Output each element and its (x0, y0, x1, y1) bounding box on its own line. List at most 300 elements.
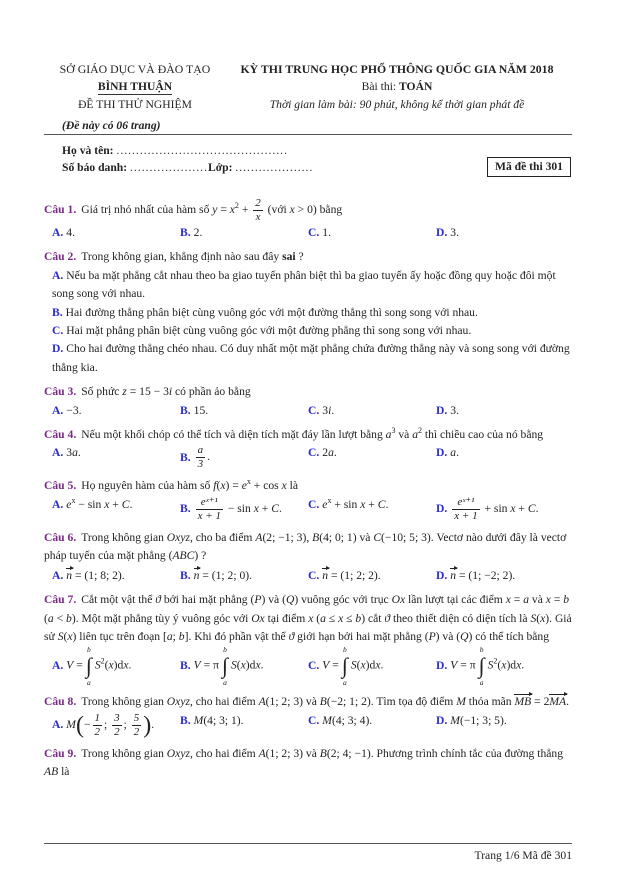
option-label: A. (52, 446, 64, 460)
question-list (44, 197, 572, 788)
math-symbol: x (67, 629, 73, 643)
option-label: A. (52, 403, 64, 417)
text-run: > 0) bằng (294, 203, 343, 217)
lower-limit: a (86, 678, 91, 688)
question-stem (44, 426, 572, 444)
text-run: (2; 4; −1). Phương trình chính tắc của đường thẳng (326, 746, 563, 760)
answer-options (44, 224, 572, 242)
answer-option (52, 496, 180, 523)
text-run: = (1; 2; 0). (199, 568, 253, 582)
answer-option (44, 340, 572, 377)
answer-option (52, 444, 180, 471)
math-symbol: x (338, 611, 344, 625)
upper-limit: b (223, 645, 227, 655)
text-run: = 15 − 3 (126, 385, 169, 399)
math-symbol: f (213, 479, 217, 493)
math-symbol: x (289, 203, 295, 217)
math-symbol: S (350, 658, 357, 672)
text-run: . (128, 658, 132, 672)
math-symbol: b (355, 611, 362, 625)
math-symbol: a (166, 629, 173, 643)
numerator: 3 (114, 711, 120, 724)
math-symbol: P (428, 629, 436, 643)
exam-title: KỲ THI TRUNG HỌC PHỔ THÔNG QUỐC GIA NĂM 2018 (240, 62, 554, 76)
option-label: D. (436, 502, 448, 516)
student-info (62, 142, 313, 176)
answer-option (436, 566, 564, 585)
fraction (196, 444, 206, 471)
text-run: ≤ (325, 611, 339, 625)
denominator: 3 (197, 458, 204, 471)
math-symbol: x (360, 497, 366, 511)
exam-code-box: Mã đề thi 301 (487, 157, 571, 177)
math-symbol: x (253, 502, 259, 516)
text-run: − (83, 717, 91, 731)
department: SỞ GIÁO DỤC VÀ ĐÀO TẠO (59, 62, 211, 76)
denominator: x + 1 (197, 509, 221, 522)
answer-option (52, 566, 180, 585)
text-run: + sin (331, 497, 361, 511)
text-run: ( (356, 658, 361, 672)
vector: n (66, 566, 72, 583)
option-label: C. (308, 568, 320, 582)
question-stem (44, 745, 572, 782)
question-stem (44, 591, 572, 646)
question (44, 426, 572, 471)
math-symbol: S (230, 658, 237, 672)
math-symbol: Ox (391, 593, 406, 607)
math-symbol: x (240, 658, 246, 672)
exam-title-block (222, 60, 572, 114)
text-run: . (278, 502, 282, 516)
answer-option (52, 402, 180, 420)
math-symbol: A (258, 695, 266, 709)
math-symbol: Ox (251, 611, 265, 625)
text-run: ) có thể tích bằng (468, 629, 549, 643)
option-label: B. (180, 568, 191, 582)
math-symbol: Q (460, 629, 469, 643)
lower-limit: a (342, 678, 347, 688)
text-run: = (73, 658, 83, 672)
text-run: Trong không gian (81, 746, 167, 760)
text-run: (1; 2; 3) và (265, 695, 320, 709)
upper-limit: b (86, 645, 91, 655)
math-symbol: x (123, 658, 129, 672)
text-run: 3 (322, 403, 329, 417)
text-run: (1; 2; 3) và (265, 746, 320, 760)
text-run: ( (313, 611, 321, 625)
denominator: 2 (114, 725, 120, 738)
header-divider (44, 134, 572, 135)
answer-option (436, 444, 564, 471)
question-number: Câu 5. (44, 479, 77, 493)
math-symbol: V (450, 658, 458, 672)
superscript: 3 (391, 426, 396, 436)
superscript: x (246, 477, 251, 487)
text-run: + (365, 497, 378, 511)
fraction (452, 496, 479, 523)
name-label: Họ và tên: (62, 144, 114, 157)
text-run: = π (457, 658, 476, 672)
fraction (132, 712, 142, 739)
text-run: ≤ (343, 611, 356, 625)
option-label: D. (52, 342, 64, 356)
text-run: Hai đường thẳng phân biệt cùng vuông góc với một đường thẳng thì song song với nhau. (65, 305, 478, 319)
superscript: 2 (234, 201, 239, 211)
math-symbol: C (373, 530, 382, 544)
vector: MA (549, 692, 566, 709)
math-symbol: M (456, 695, 466, 709)
fraction (196, 496, 223, 523)
math-symbol: S (530, 611, 537, 625)
option-label: D. (436, 226, 448, 239)
text-run: . (77, 446, 81, 460)
answer-option (180, 224, 308, 242)
text-run: và (529, 593, 546, 607)
text-run: ) vuông góc với trục (294, 593, 392, 607)
numerator: 2 (255, 197, 261, 209)
text-run: giới hạn bởi hai mặt phẳng ( (294, 629, 429, 643)
math-symbol: ϑ (288, 629, 295, 643)
answer-option (308, 444, 436, 471)
math-symbol: x (108, 658, 114, 672)
option-label: D. (436, 403, 448, 417)
option-label: D. (436, 713, 448, 727)
text-run: , cho ba điểm (189, 530, 256, 544)
text-run: = (1; −2; 2). (456, 568, 516, 582)
text-run: )d (245, 658, 256, 672)
text-run: . (566, 695, 570, 709)
integral (222, 645, 228, 687)
answer-option (180, 496, 308, 523)
text-run: Hai mặt phẳng phân biệt cùng vuông góc với một đường phẳng thì song song với nhau. (66, 324, 472, 338)
math-symbol: x (505, 593, 511, 607)
text-run: ( (497, 658, 502, 672)
province: BÌNH THUẬN (97, 80, 173, 93)
text-run: )d (365, 658, 376, 672)
answer-option (308, 712, 436, 739)
lower-limit: a (479, 678, 484, 688)
math-symbol: b (66, 611, 72, 625)
text-run: . (331, 403, 335, 417)
math-symbol: C (121, 497, 130, 511)
text-run: là (286, 479, 298, 493)
upper-limit: b (342, 645, 347, 655)
math-symbol: P (254, 593, 262, 607)
math-symbol: A (255, 530, 263, 544)
text-run: = (1; 8; 2). (72, 568, 125, 582)
text-run: 3. (450, 403, 459, 417)
math-symbol: z (122, 385, 127, 399)
text-run: 2 (322, 446, 329, 460)
text-run: (−10; 5; 3). Vectơ nào dưới đây là vectơ pháp tuyến của mặt phẳng ( (44, 530, 567, 563)
question-number: Câu 2. (44, 250, 77, 264)
issuer-block (40, 60, 230, 135)
text-run: Nếu ba mặt phẳng cắt nhau theo ba giao tuyến phân biệt thì ba giao tuyến ấy hoặc đồng quy hoặc đôi một song song với nhau. (52, 268, 556, 301)
answer-option (180, 566, 308, 585)
pages-note: (Đề này có 06 trang) (62, 119, 161, 132)
question-number: Câu 7. (44, 593, 77, 607)
option-label: C. (308, 446, 320, 460)
lower-limit: a (223, 678, 227, 688)
option-label: D. (436, 446, 448, 460)
integral-sign: ∫ (85, 653, 92, 679)
fraction (93, 712, 103, 739)
answer-option (308, 566, 436, 585)
integral (479, 645, 485, 687)
math-symbol: M (322, 713, 332, 727)
option-label: B. (180, 450, 191, 464)
text-run: ( (216, 479, 221, 493)
question (44, 692, 572, 738)
answer-option (52, 224, 180, 242)
math-symbol: S (487, 658, 494, 672)
answer-option (436, 496, 564, 523)
math-symbol: S (94, 658, 101, 672)
math-symbol: M (66, 717, 76, 731)
option-label: B. (180, 713, 191, 727)
text-run: = (1; 2; 2). (328, 568, 381, 582)
math-symbol: x (516, 658, 522, 672)
time-note: Thời gian làm bài: 90 phút, không kể thời gian phát đề (269, 98, 525, 111)
text-run: . (260, 658, 264, 672)
answer-option (436, 402, 564, 420)
math-symbol: x (540, 611, 546, 625)
math-symbol: a (72, 446, 78, 460)
answer-options (44, 496, 572, 523)
answer-option (44, 322, 572, 340)
text-run: và (395, 428, 413, 442)
math-symbol: x (255, 658, 261, 672)
text-run: = 2 (531, 695, 550, 709)
text-run: = π (200, 658, 219, 672)
text-run: tại điểm (264, 611, 309, 625)
math-symbol: Oxyz (166, 746, 190, 760)
math-symbol: ϑ (384, 611, 391, 625)
answer-option (52, 712, 180, 739)
math-symbol: i (168, 385, 173, 399)
name-field: ............................................ (116, 144, 288, 157)
bold-text: sai (282, 250, 296, 264)
text-run: )d (113, 658, 124, 672)
math-symbol: e (66, 497, 72, 511)
math-symbol: Q (285, 593, 295, 607)
math-symbol: B (312, 530, 320, 544)
option-label: A. (52, 717, 64, 731)
math-symbol: x (104, 497, 110, 511)
answer-option (180, 645, 308, 687)
question (44, 477, 572, 522)
text-run: Họ nguyên hàm của hàm số (81, 479, 214, 493)
answer-option (180, 444, 308, 471)
math-symbol: V (66, 658, 74, 672)
question-stem (44, 692, 572, 711)
option-label: C. (308, 403, 320, 417)
math-symbol: Oxyz (166, 530, 190, 544)
math-symbol: i (328, 403, 332, 417)
superscript: x (71, 495, 76, 505)
math-symbol: a (328, 446, 334, 460)
text-run: Trong không gian (81, 530, 167, 544)
math-symbol: e (241, 479, 247, 493)
text-run: 4. (66, 226, 75, 239)
text-run: lần lượt tại các điểm (405, 593, 506, 607)
math-symbol: x (229, 203, 235, 217)
math-symbol: y (212, 203, 218, 217)
answer-option (52, 645, 180, 687)
question (44, 197, 572, 242)
math-symbol: x (510, 502, 516, 516)
text-run: ( (236, 658, 241, 672)
text-run: . (521, 658, 525, 672)
text-run: . (207, 450, 211, 464)
math-symbol: ϑ (155, 593, 161, 607)
answer-option (308, 496, 436, 523)
option-label: A. (52, 658, 64, 672)
id-field: .................... (130, 161, 208, 174)
text-run: + (515, 502, 528, 516)
option-label: C. (52, 324, 64, 338)
denominator: 2 (133, 725, 140, 738)
text-run: , cho hai điểm (189, 695, 259, 709)
question-number: Câu 1. (44, 203, 77, 217)
math-symbol: ABC (172, 549, 195, 563)
superscript: 2 (418, 426, 423, 436)
answer-option (44, 304, 572, 322)
math-symbol: a (450, 446, 457, 460)
integral (342, 645, 348, 687)
math-symbol: C (377, 497, 386, 511)
option-label: C. (308, 226, 320, 239)
text-run: Số phức (81, 385, 123, 399)
question (44, 529, 572, 585)
option-label: B. (180, 658, 191, 672)
footer-divider (44, 843, 572, 844)
question-stem (44, 383, 572, 401)
math-symbol: x (375, 658, 381, 672)
math-symbol: e (322, 497, 328, 511)
question-number: Câu 9. (44, 746, 77, 760)
question-stem (44, 248, 572, 266)
text-run: . (456, 446, 459, 460)
question-number: Câu 6. (44, 530, 77, 544)
text-run: 3. (450, 226, 459, 239)
text-run: < (53, 611, 67, 625)
page-footer: Trang 1/6 Mã đề 301 (474, 849, 572, 862)
text-run: Giá trị nhỏ nhất của hàm số (81, 203, 213, 217)
option-label: B. (52, 305, 63, 319)
text-run: + (238, 203, 252, 217)
math-symbol: a (412, 428, 419, 442)
text-run: . (333, 446, 337, 460)
math-symbol: x (545, 593, 551, 607)
numerator: 1 (94, 711, 100, 724)
text-run: . (385, 497, 389, 511)
text-run: . (380, 658, 384, 672)
integral (86, 645, 92, 687)
numerator: eˣ⁺¹ (452, 496, 479, 510)
exam-type: ĐỀ THI THỬ NGHIỆM (78, 98, 192, 111)
class-field: .................... (235, 161, 314, 174)
option-label: C. (308, 658, 320, 672)
text-run: Cho hai đường thẳng chéo nhau. Có duy nhất một mặt phẳng chứa đường thẳng này và song song với đường thẳng kia. (52, 342, 570, 374)
text-run: Nếu một khối chóp có thể tích và diện tích mặt đáy lần lượt bằng (81, 428, 386, 442)
upper-limit: b (479, 645, 484, 655)
answer-option (308, 224, 436, 242)
text-run: )d (506, 658, 517, 672)
text-run: ; (123, 717, 130, 731)
option-label: A. (52, 497, 64, 511)
superscript: 2 (100, 656, 105, 666)
text-run: Trong không gian (81, 695, 167, 709)
math-symbol: a (320, 611, 326, 625)
vector: n (322, 566, 328, 583)
math-symbol: B (319, 695, 327, 709)
answer-option (44, 267, 572, 304)
question-number: Câu 4. (44, 428, 77, 442)
question-stem (44, 477, 572, 495)
text-run: = (550, 593, 564, 607)
text-run: ( (63, 629, 68, 643)
text-run: . (151, 717, 155, 731)
text-run: (−2; 1; 2). Tìm tọa độ điểm (326, 695, 457, 709)
option-label: B. (180, 403, 191, 417)
math-symbol: C (527, 502, 536, 516)
question-stem (44, 197, 572, 224)
answer-option (436, 645, 564, 687)
text-run: ( (44, 611, 48, 625)
text-run: ) và ( (261, 593, 286, 607)
text-run: có phần ảo bằng (172, 385, 251, 399)
option-label: D. (436, 658, 448, 672)
subject-label: Bài thi: (361, 80, 400, 93)
answer-options (44, 712, 572, 739)
text-run: 15. (193, 403, 209, 417)
math-symbol: M (450, 713, 460, 727)
math-symbol: S (57, 629, 64, 643)
text-run: ( (536, 611, 541, 625)
math-symbol: a (523, 593, 530, 607)
subject: TOÁN (399, 80, 433, 93)
text-run: ) cắt (361, 611, 385, 625)
question (44, 745, 572, 782)
math-symbol: x (360, 658, 366, 672)
math-symbol: C (271, 502, 279, 516)
integral-sign: ∫ (341, 653, 348, 679)
text-run: = (329, 658, 339, 672)
denominator: x + 1 (454, 509, 478, 522)
parenthesis: ) (143, 712, 152, 739)
text-run: ) = (225, 479, 242, 493)
option-label: B. (180, 226, 191, 239)
option-label: A. (52, 268, 64, 282)
answer-option (308, 402, 436, 420)
denominator: x (255, 211, 261, 223)
math-symbol: x (220, 479, 226, 493)
text-run: . (129, 497, 133, 511)
answer-options (44, 566, 572, 585)
answer-options (44, 267, 572, 377)
option-label: B. (180, 502, 191, 516)
text-run: , cho hai điểm (189, 746, 259, 760)
text-run: ; (172, 629, 179, 643)
text-run: (2; −1; 3), (262, 530, 313, 544)
numerator: 5 (133, 711, 140, 724)
math-symbol: x (281, 479, 287, 493)
text-run: là (58, 765, 70, 779)
answer-options (44, 402, 572, 420)
text-run: − sin (75, 497, 105, 511)
